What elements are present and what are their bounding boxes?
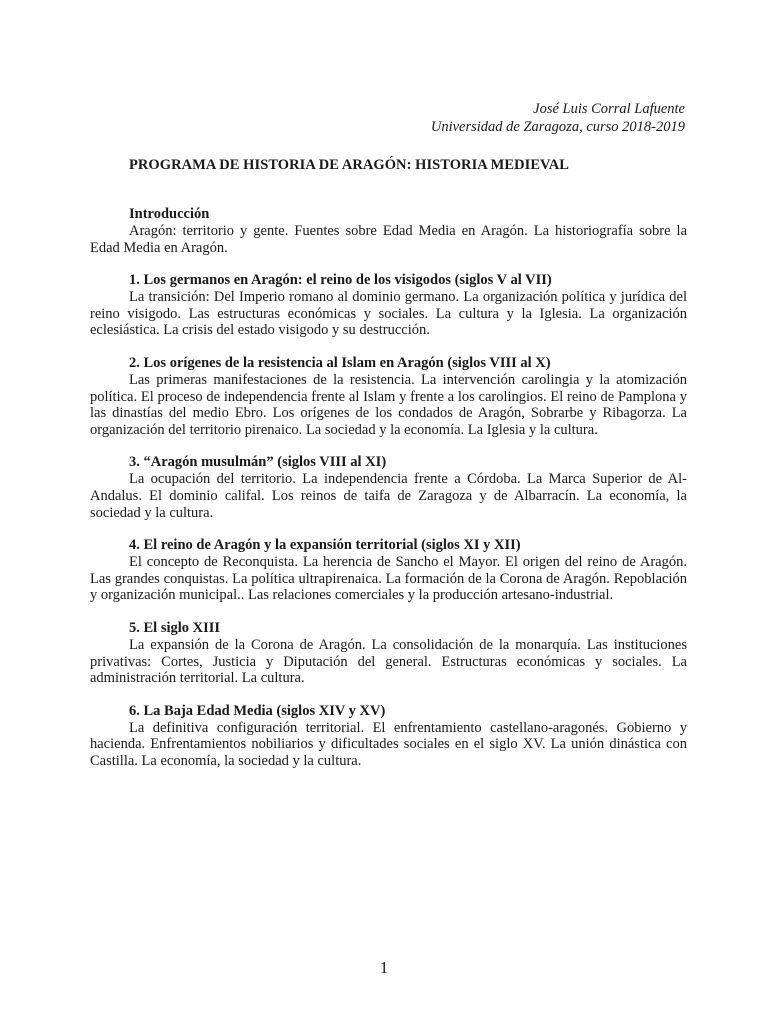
section-1 — [90, 272, 687, 339]
author-name: José Luis Corral Lafuente — [533, 101, 685, 117]
section-6 — [90, 703, 687, 770]
section-body: El concepto de Reconquista. La herencia de Sancho el Mayor. El origen del reino de Aragón. Las grandes conquistas. La política ultrapirenaica. La formación de la Corona de Aragón. Repoblación y organización municipal.. Las relaciones comerciales y la producción artesano-industrial. — [90, 554, 687, 604]
section-heading: 4. El reino de Aragón y la expansión territorial (siglos XI y XII) — [129, 537, 521, 554]
page-number: 1 — [379, 958, 389, 977]
section-heading: 3. “Aragón musulmán” (siglos VIII al XI) — [129, 454, 387, 471]
section-heading: 1. Los germanos en Aragón: el reino de los visigodos (siglos V al VII) — [129, 272, 552, 289]
section-body: La expansión de la Corona de Aragón. La consolidación de la monarquía. Las instituciones privativas: Cortes, Justicia y Diputación del general. Estructuras económicas y sociales. La administración territorial. La cultura. — [90, 636, 687, 687]
section-introduccion — [90, 206, 687, 256]
document-page — [90, 100, 687, 769]
section-2 — [90, 355, 687, 438]
section-3 — [90, 454, 687, 521]
author-affiliation: Universidad de Zaragoza, curso 2018-2019 — [430, 119, 685, 135]
section-5 — [90, 620, 687, 687]
section-body: Las primeras manifestaciones de la resistencia. La intervención carolingia y la atomización política. El proceso de independencia frente al Islam y frente a los carolingios. El reino de Pamplona y las dinastías del medio Ebro. Los orígenes de los condados de Aragón, Sobrarbe y Ribagorza. La organización del territorio pirenaico. La sociedad y la economía. La Iglesia y la cultura. — [90, 371, 687, 438]
section-heading: Introducción — [129, 206, 210, 222]
section-body: La definitiva configuración territorial. El enfrentamiento castellano-aragonés. Gobierno y hacienda. Enfrentamientos nobiliarios y dificultades sociales en el siglo XV. La unión dinástica con Castilla. La economía, la sociedad y la cultura. — [90, 719, 687, 769]
section-body: Aragón: territorio y gente. Fuentes sobre Edad Media en Aragón. La historiografía sobre la Edad Media en Aragón. — [90, 223, 687, 256]
section-heading: 6. La Baja Edad Media (siglos XIV y XV) — [129, 702, 386, 719]
section-body: La transición: Del Imperio romano al dominio germano. La organización política y jurídica del reino visigodo. Las estructuras económicas y sociales. La cultura y la Iglesia. La organización eclesiástica. La crisis del estado visigodo y su destrucción. — [90, 289, 687, 339]
section-4 — [90, 537, 687, 604]
section-body: La ocupación del territorio. La independencia frente a Córdoba. La Marca Superior de Al-Andalus. El dominio califal. Los reinos de taifa de Zaragoza y de Albarracín. La economía, la sociedad y la cultura. — [90, 471, 687, 521]
author-block — [90, 100, 687, 136]
section-heading: 5. El siglo XIII — [129, 619, 221, 636]
document-title: PROGRAMA DE HISTORIA DE ARAGÓN: HISTORIA MEDIEVAL — [129, 157, 569, 173]
section-heading: 2. Los orígenes de la resistencia al Islam en Aragón (siglos VIII al X) — [129, 354, 551, 371]
